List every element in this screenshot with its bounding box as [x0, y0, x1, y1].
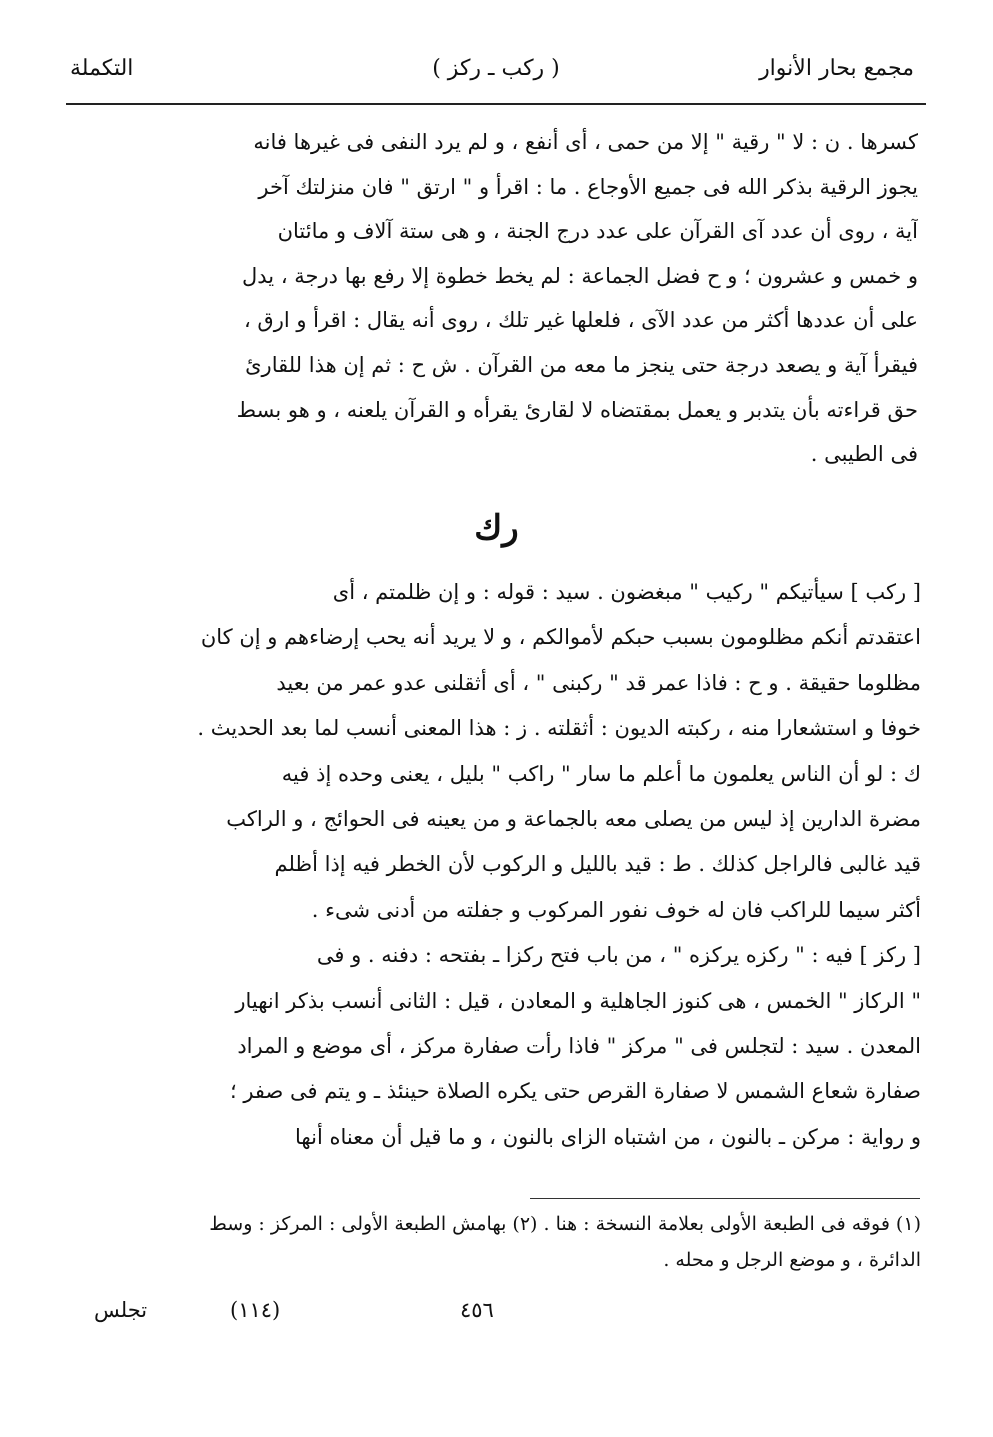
text-line: ك : لو أن الناس يعلمون ما أعلم ما سار " راكب " بليل ، يعنى وحده إذ فيه	[281, 761, 921, 786]
text-line: خوفا و استشعارا منه ، ركبته الديون : أثقلته . ز : هذا المعنى أنسب لما بعد الحديث .	[197, 716, 921, 741]
text-line: مضرة الدارين إذ ليس من يصلى معه بالجماعة و من يعينه فى الحوائج ، و الراكب	[226, 807, 921, 832]
text-line: المعدن . سيد : لتجلس فى " مركز " فاذا رأت صفارة مركز ، أى موضع و المراد	[237, 1034, 921, 1059]
catchword: تجلس	[94, 1298, 148, 1322]
header-section-title: التكملة	[70, 56, 134, 81]
text-line: حق قراءته بأن يتدبر و يعمل بمقتضاه لا لقارئ يقرأه و القرآن يلعنه ، و هو بسط	[236, 397, 918, 422]
page-footer	[90, 1298, 910, 1334]
text-block-continuation	[80, 120, 918, 477]
page-number: ٤٥٦	[460, 1298, 494, 1322]
text-line: قيد غالبى فالراجل كذلك . ط : قيد بالليل و الركوب لأن الخطر فيه إذا أظلم	[274, 852, 921, 877]
text-line: صفارة شعاع الشمس لا صفارة القرص حتى يكره الصلاة حينئذ ـ و يتم فى صفر ؛	[229, 1079, 921, 1104]
footnote-line: (١) فوقه فى الطبعة الأولى بعلامة النسخة : هنا . (٢) بهامش الطبعة الأولى : المركز : وسط	[209, 1213, 921, 1235]
section-heading: رك	[474, 508, 519, 548]
text-line: مظلوما حقيقة . و ح : فاذا عمر قد " ركبنى " ، أى أثقلنى عدو عمر من بعيد	[276, 670, 921, 695]
text-line: فيقرأ آية و يصعد درجة حتى ينجز ما معه من القرآن . ش ح : ثم إن هذا للقارئ	[245, 352, 918, 377]
text-line: آية ، روى أن عدد آى القرآن على عدد درج الجنة ، و هى ستة آلاف و مائتان	[277, 219, 918, 244]
text-line: كسرها . ن : لا " رقية " إلا من حمى ، أى أنفع ، و لم يرد النفى فى غيرها فانه	[253, 130, 918, 154]
footnote-rule	[530, 1198, 920, 1199]
text-block-entries	[76, 570, 921, 1160]
header-book-title: مجمع بحار الأنوار	[759, 56, 914, 81]
header-entry-range: ( ركب ـ ركز )	[432, 56, 560, 81]
text-line: أكثر سيما للراكب فان له خوف نفور المركوب و جفلته من أدنى شىء .	[311, 897, 921, 922]
text-line: [ ركب ] سيأتيكم " ركيب " مبغضون . سيد : قوله : و إن ظلمتم ، أى	[332, 580, 921, 604]
header-rule	[66, 103, 926, 105]
text-line: و خمس و عشرون ؛ و ح فضل الجماعة : لم يخط خطوة إلا رفع بها درجة ، يدل	[242, 263, 918, 288]
footnote-line: الدائرة ، و موضع الرجل و محله .	[663, 1249, 921, 1271]
running-header	[70, 52, 922, 92]
text-line: فى الطيبى .	[810, 442, 918, 467]
text-line: [ ركز ] فيه : " ركزه يركزه " ، من باب فتح ركزا ـ بفتحه : دفنه . و فى	[316, 943, 921, 968]
volume-marker: (١١٤)	[230, 1298, 281, 1322]
footnotes	[76, 1206, 921, 1278]
text-line: على أن عددها أكثر من عدد الآى ، فلعلها غير تلك ، روى أنه يقال : اقرأ و ارق ،	[243, 308, 918, 333]
text-line: " الركاز " الخمس ، هى كنوز الجاهلية و المعادن ، قيل : الثانى أنسب بذكر انهيار	[235, 988, 921, 1013]
text-line: يجوز الرقية بذكر الله فى جميع الأوجاع . ما : اقرأ و " ارتق " فان منزلتك آخر	[258, 174, 918, 199]
text-line: و رواية : مركن ـ بالنون ، من اشتباه الزاى بالنون ، و ما قيل أن معناه أنها	[295, 1124, 921, 1149]
text-line: اعتقدتم أنكم مظلومون بسبب حبكم لأموالكم ، و لا يريد أنه يحب إرضاءهم و إن كان	[200, 625, 921, 650]
